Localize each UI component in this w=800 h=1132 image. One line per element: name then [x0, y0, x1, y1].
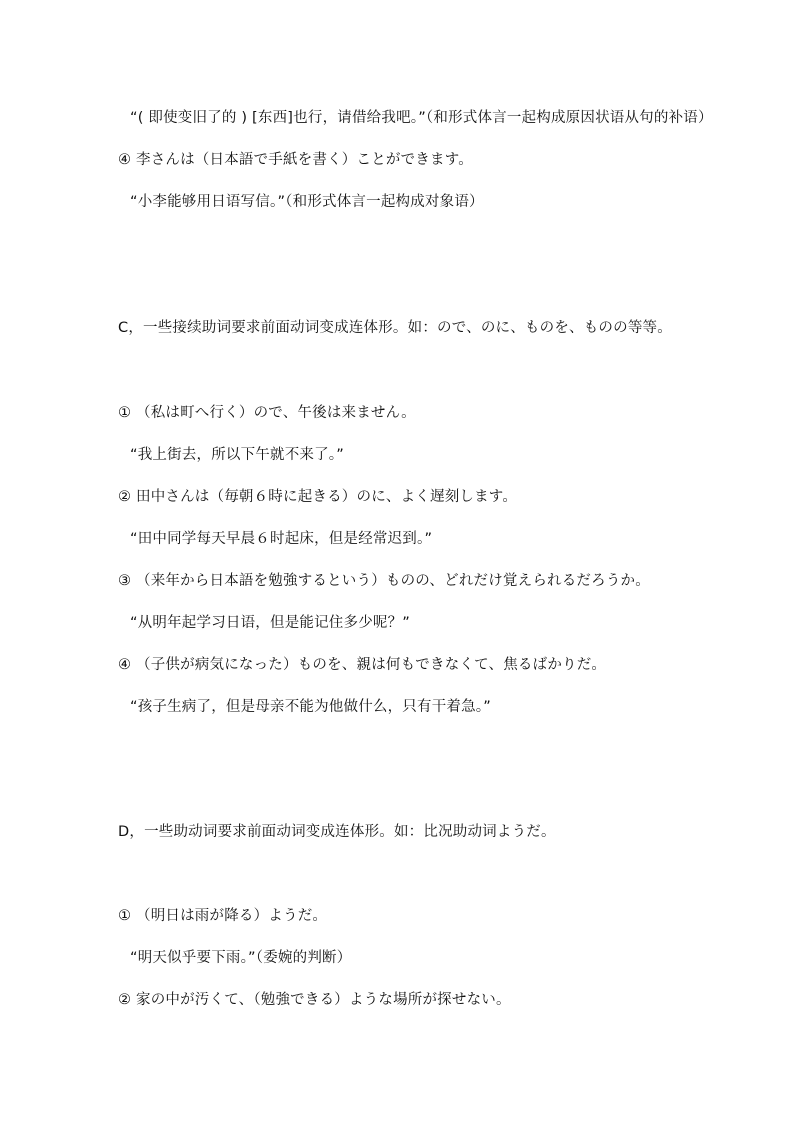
- translation-line: “明天似乎要下雨。”（委婉的判断）: [130, 950, 352, 966]
- example-line: ② 家の中が汚くて、（勉強できる）ような場所が探せない。: [118, 992, 511, 1008]
- example-line: ② 田中さんは（毎朝６時に起きる）のに、よく遅刻します。: [118, 489, 518, 505]
- example-line: ① （明日は雨が降る）ようだ。: [118, 908, 328, 924]
- section-heading: D，一些助动词要求前面动词变成连体形。如：比况助动词ようだ。: [118, 824, 556, 840]
- translation-line: “我上街去，所以下午就不来了。”: [130, 447, 344, 463]
- translation-line: “孩子生病了，但是母亲不能为他做什么，只有干着急。”: [130, 699, 491, 715]
- example-line: ③ （来年から日本語を勉強するという）ものの、どれだけ覚えられるだろうか。: [118, 573, 650, 589]
- translation-line: “小李能够用日语写信。”（和形式体言一起构成对象语）: [130, 194, 484, 210]
- translation-line: “( 即使变旧了的 ) [东西]也行，请借给我吧。”（和形式体言一起构成原因状语从句的补语）: [130, 110, 713, 126]
- section-heading: C，一些接续助词要求前面动词变成连体形。如：ので、のに、ものを、ものの等等。: [118, 320, 672, 336]
- translation-line: “田中同学每天早晨６时起床，但是经常迟到。”: [130, 531, 433, 547]
- example-line: ④ 李さんは（日本語で手紙を書く）ことができます。: [118, 152, 473, 168]
- example-line: ① （私は町へ行く）ので、午後は来ません。: [118, 405, 416, 421]
- translation-line: “从明年起学习日语，但是能记住多少呢？”: [130, 615, 411, 631]
- example-line: ④ （子供が病気になった）ものを、親は何もできなくて、焦るばかりだ。: [118, 657, 607, 673]
